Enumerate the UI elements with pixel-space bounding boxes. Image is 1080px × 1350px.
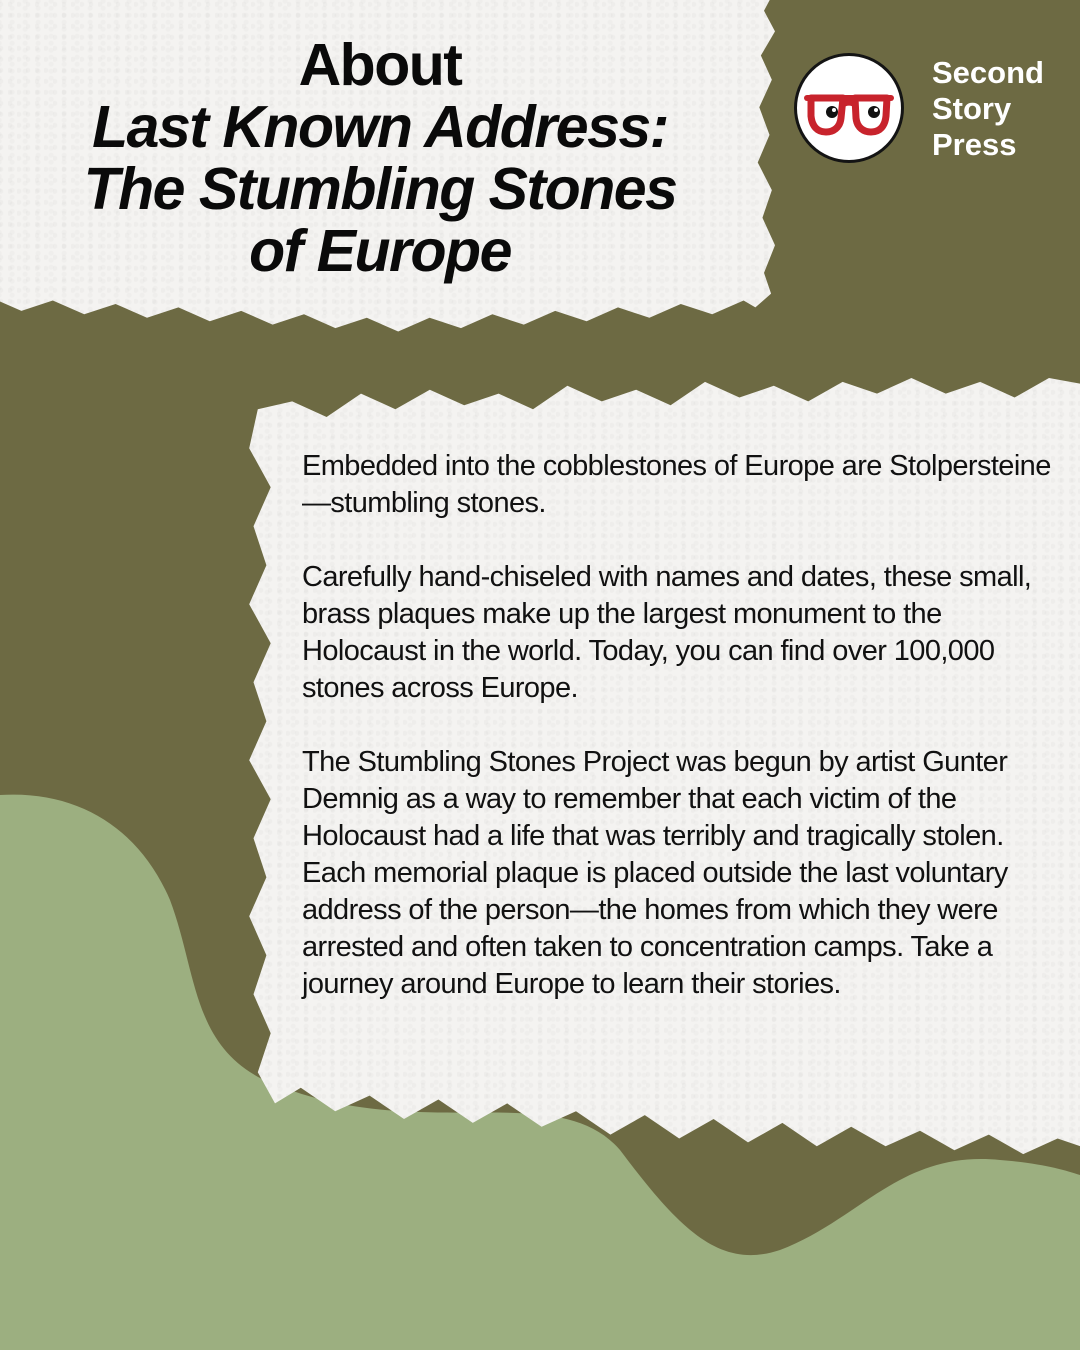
title-line-book-1: Last Known Address: <box>92 94 668 160</box>
title-line-book-2: The Stumbling Stones <box>83 156 677 222</box>
publisher-name-line-1: Second <box>932 55 1044 90</box>
body-paragraph-2: Carefully hand-chiseled with names and dates, these small, brass plaques make up the largest monument to the Holocaust in the world. Today, you can find over 100,000 stones across Europe. <box>302 561 1032 704</box>
publisher-name-line-3: Press <box>932 127 1017 162</box>
body-paragraph-3: The Stumbling Stones Project was begun by artist Gunter Demnig as a way to remember that each victim of the Holocaust had a life that was terribly and tragically stolen. Each memorial plaque is placed outside the last voluntary address of the person—the homes from which they were arrested and often taken to concentration camps. Take a journey around Europe to learn their stories. <box>302 746 1008 1000</box>
title-line-about: About <box>298 32 462 98</box>
title-line-book-3: of Europe <box>249 218 511 284</box>
body-text <box>302 448 1072 1040</box>
page-title <box>40 34 720 282</box>
publisher-name <box>932 55 1044 163</box>
publisher-name-line-2: Story <box>932 91 1012 126</box>
body-paragraph-1: Embedded into the cobblestones of Europe are Stolpersteine—stumbling stones. <box>302 450 1051 519</box>
red-glasses-eyes-icon <box>797 56 901 160</box>
publisher-logo <box>794 53 904 163</box>
